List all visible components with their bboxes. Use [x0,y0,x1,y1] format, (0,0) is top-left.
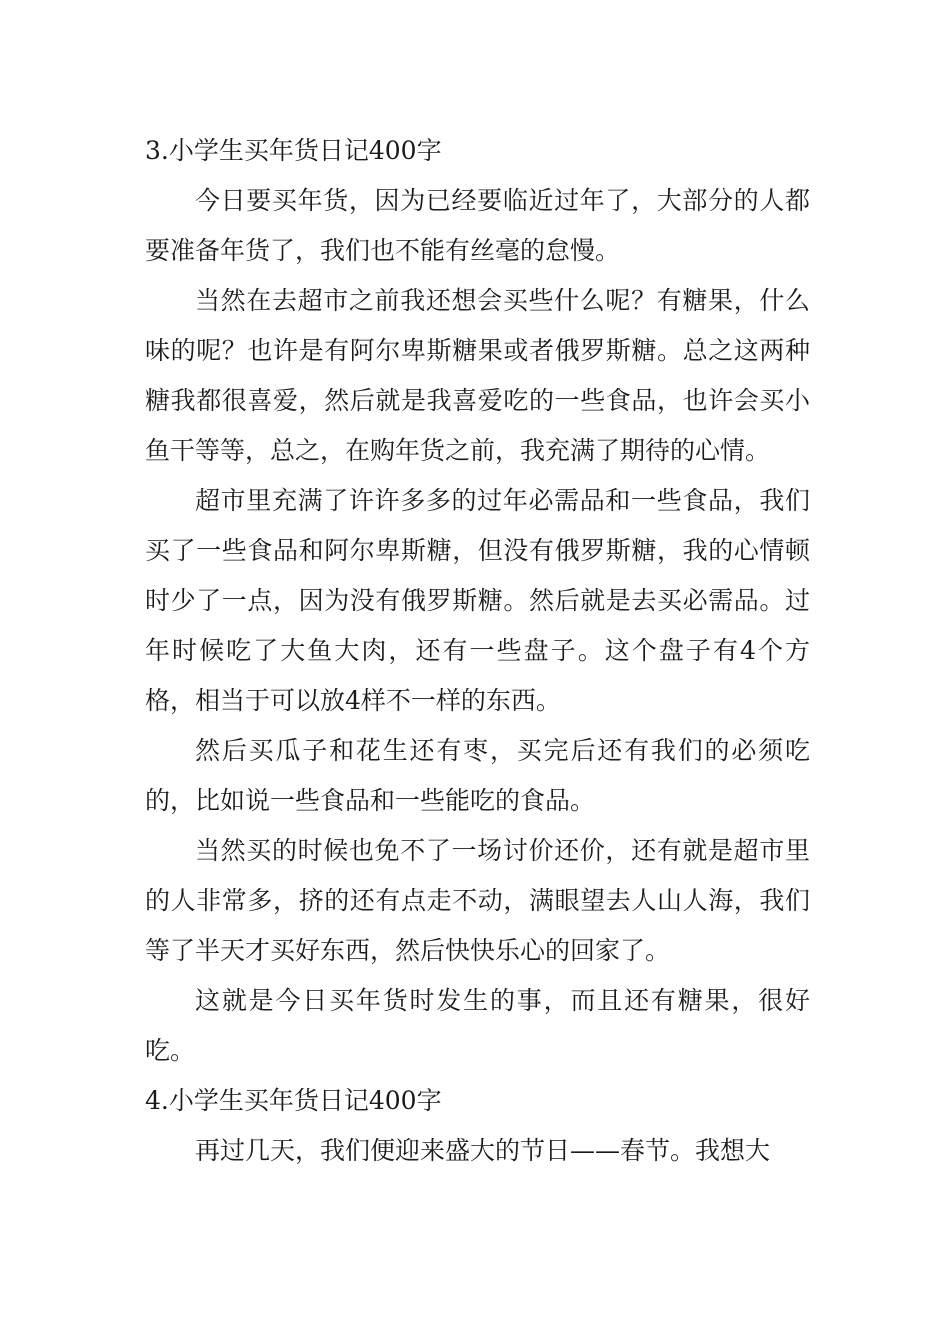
section-3-paragraph-5: 当然买的时候也免不了一场讨价还价，还有就是超市里的人非常多，挤的还有点走不动，满眼望去人山人海，我们等了半天才买好东西，然后快快乐心的回家了。 [145,836,810,965]
section-3-paragraph-4: 然后买瓜子和花生还有枣，买完后还有我们的必须吃的，比如说一些食品和一些能吃的食品。 [145,736,810,815]
document-body [145,126,810,1176]
section-3-paragraph-1: 今日要买年货，因为已经要临近过年了，大部分的人都要准备年货了，我们也不能有丝毫的怠慢。 [145,186,810,265]
section-3-heading: 3.小学生买年货日记400字 [145,136,442,165]
section-3-paragraph-3: 超市里充满了许许多多的过年必需品和一些食品，我们买了一些食品和阿尔卑斯糖，但没有俄罗斯糖，我的心情顿时少了一点，因为没有俄罗斯糖。然后就是去买必需品。过年时候吃了大鱼大肉，还有一些盘子。这个盘子有4个方格，相当于可以放4样不一样的东西。 [145,486,810,715]
section-3-paragraph-6: 这就是今日买年货时发生的事，而且还有糖果，很好吃。 [145,986,810,1065]
section-3-paragraph-2: 当然在去超市之前我还想会买些什么呢？有糖果，什么味的呢？也许是有阿尔卑斯糖果或者俄罗斯糖。总之这两种糖我都很喜爱，然后就是我喜爱吃的一些食品，也许会买小鱼干等等，总之，在购年货之前，我充满了期待的心情。 [145,286,810,465]
section-4-paragraph-1: 再过几天，我们便迎来盛大的节日——春节。我想大 [195,1136,771,1165]
section-4-heading: 4.小学生买年货日记400字 [145,1086,442,1115]
